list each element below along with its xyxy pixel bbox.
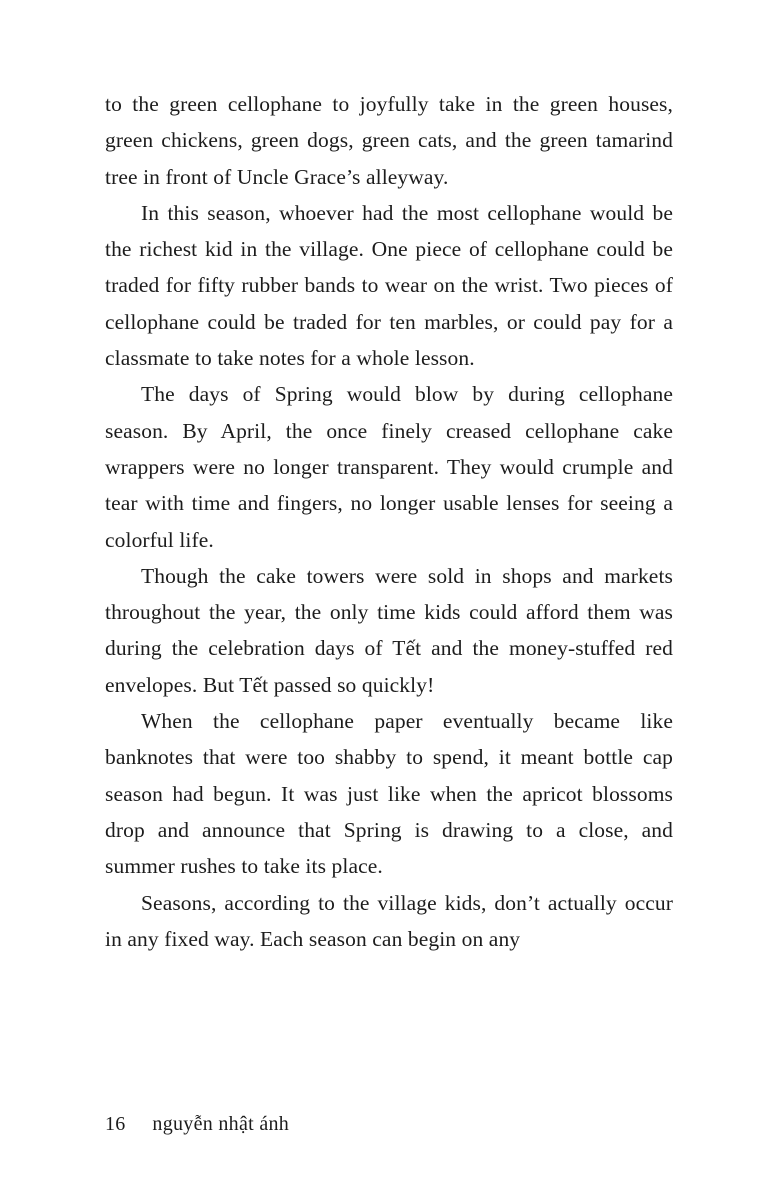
body-text — [105, 86, 673, 957]
paragraph: The days of Spring would blow by during cellophane season. By April, the once finely creased cellophane cake wrappers were no longer transparent. They would crumple and tear with time and fingers, no longer usable lenses for seeing a colorful life. — [105, 382, 673, 552]
paragraph: In this season, whoever had the most cellophane would be the richest kid in the village. One piece of cellophane could be traded for fifty rubber bands to wear on the wrist. Two pieces of cellophane could be traded for ten marbles, or could pay for a classmate to take notes for a whole lesson. — [105, 200, 673, 371]
author-name: nguyễn nhật ánh — [152, 1113, 290, 1135]
page-footer — [105, 1110, 673, 1138]
page-number: 16 — [105, 1113, 126, 1135]
paragraph: Though the cake towers were sold in shops and markets throughout the year, the only time kids could afford them was during the celebration days of Tết and the money-stuffed red envelopes. But Tết passed so quickly! — [105, 563, 673, 697]
paragraph: to the green cellophane to joyfully take in the green houses, green chickens, green dogs, green cats, and the green tamarind tree in front of Uncle Grace’s alleyway. — [105, 92, 673, 189]
paragraph: When the cellophane paper eventually became like banknotes that were too shabby to spend, it meant bottle cap season had begun. It was just like when the apricot blossoms drop and announce that Spring is drawing to a close, and summer rushes to take its place. — [105, 709, 673, 879]
paragraph: Seasons, according to the village kids, don’t actually occur in any fixed way. Each season can begin on any — [105, 890, 673, 951]
